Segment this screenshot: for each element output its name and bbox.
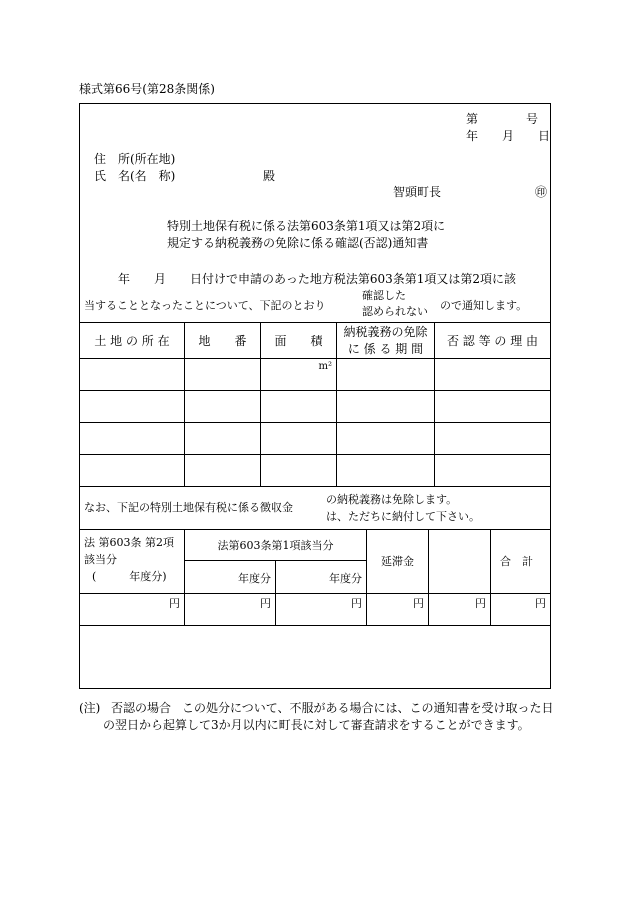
collection-prefix: なお、下記の特別土地保有税に係る徴収金 — [84, 501, 293, 514]
table1-row-border — [80, 422, 550, 423]
yen-unit: 円 — [351, 597, 362, 610]
fiscal-year-b: 年度分 — [329, 572, 362, 585]
document-date: 年 月 日 — [466, 129, 551, 143]
document-number: 第 号 — [466, 112, 539, 126]
col-land-location: 土 地 の 所 在 — [94, 334, 170, 348]
honorific: 殿 — [263, 169, 276, 183]
table1-row-border — [80, 390, 550, 391]
col-exemption-period-line-1: 納税義務の免除 — [343, 325, 428, 339]
form-frame — [79, 103, 551, 689]
table1-header-border — [80, 358, 550, 359]
yen-unit: 円 — [413, 597, 424, 610]
table2-col-divider — [366, 529, 367, 625]
table2-col-divider — [428, 529, 429, 625]
table1-top-border — [80, 322, 550, 323]
note-line-2: の翌日から起算して3か月以内に町長に対して審査請求をすることができます。 — [103, 718, 530, 732]
table2-col-divider — [275, 560, 276, 625]
option-rejected: 認められない — [362, 305, 428, 318]
col-lot-number: 地 番 — [198, 334, 247, 348]
article-603-2-fiscal-year: ( 年度分) — [92, 570, 167, 583]
title-line-1: 特別土地保有税に係る法第603条第1項又は第2項に — [167, 219, 446, 233]
yen-unit: 円 — [475, 597, 486, 610]
note-line-1: この処分について、不服がある場合には、この通知書を受け取った日 — [182, 701, 554, 715]
area-unit: m² — [318, 361, 332, 372]
note-case: 否認の場合 — [111, 701, 172, 715]
collection-option-exempt: の納税義務は免除します。 — [326, 493, 458, 506]
option-confirmed: 確認した — [362, 289, 406, 302]
name-label: 氏 名(名 称) — [94, 169, 176, 183]
body-line-2-prefix: 当することとなったことについて、下記のとおり — [84, 299, 326, 312]
note-label: (注) — [79, 701, 101, 715]
seal-mark: ㊞ — [535, 185, 548, 199]
yen-unit: 円 — [535, 597, 546, 610]
article-603-1-header: 法第603条第1項該当分 — [217, 539, 334, 552]
col-exemption-period-line-2: に 係 る 期 間 — [347, 342, 424, 356]
late-fee-header: 延滞金 — [381, 555, 414, 568]
issuer: 智頭町長 — [393, 185, 442, 199]
article-603-2-line-1: 法 第603条 第2項 — [84, 536, 174, 549]
article-603-2-line-2: 該当分 — [84, 553, 117, 566]
table1-bottom-border — [80, 486, 550, 487]
col-area: 面 積 — [274, 334, 323, 348]
table2-col-divider — [490, 529, 491, 625]
yen-unit: 円 — [260, 597, 271, 610]
title-line-2: 規定する納税義務の免除に係る確認(否認)通知書 — [167, 236, 429, 250]
col-rejection-reason: 否 認 等 の 理 由 — [446, 334, 539, 348]
body-line-2-suffix: ので通知します。 — [440, 299, 528, 312]
yen-unit: 円 — [169, 597, 180, 610]
total-header: 合 計 — [500, 555, 533, 568]
body-line-1: 年 月 日付けで申請のあった地方税法第603条第1項又は第2項に該 — [118, 272, 517, 286]
table1-row-border — [80, 454, 550, 455]
table2-header-border — [80, 593, 550, 594]
address-label: 住 所(所在地) — [94, 152, 176, 166]
table2-bottom-border — [80, 625, 550, 626]
fiscal-year-a: 年度分 — [238, 572, 271, 585]
table2-top-border — [80, 529, 550, 530]
collection-option-pay: は、ただちに納付して下さい。 — [326, 510, 480, 523]
form-label: 様式第66号(第28条関係) — [79, 82, 215, 96]
